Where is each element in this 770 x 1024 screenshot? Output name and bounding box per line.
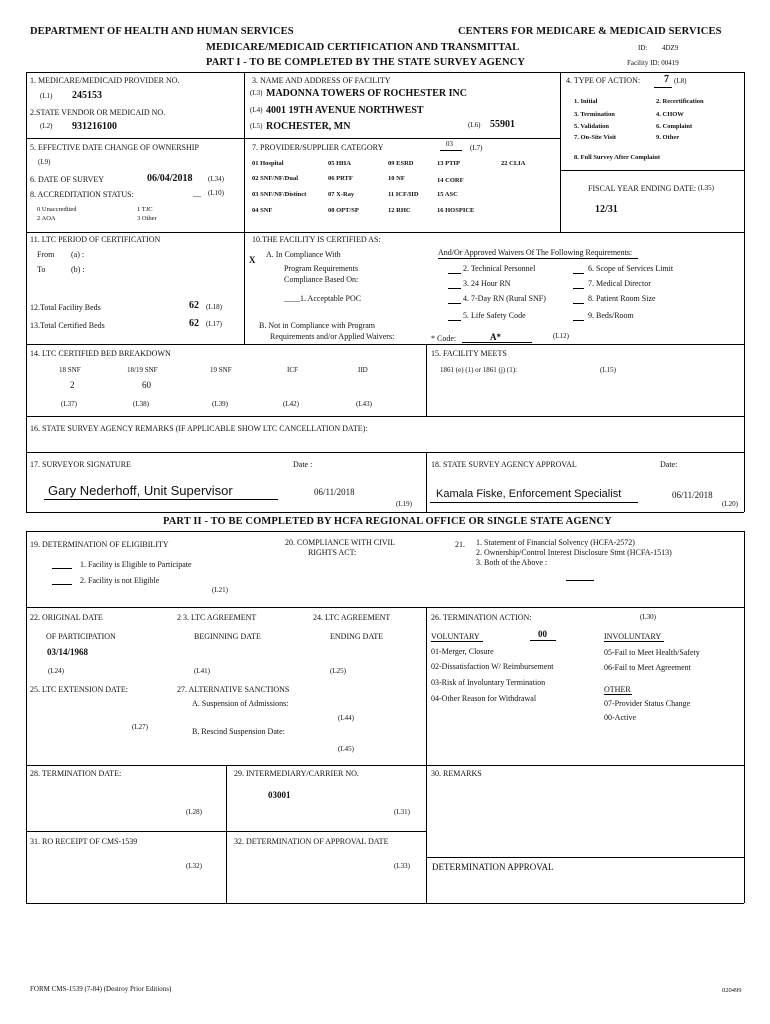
bed-code: (L39): [212, 400, 228, 408]
blank: [573, 303, 584, 304]
f8-label: 8. ACCREDITATION STATUS:: [30, 190, 134, 199]
f31-label: 31. RO RECEIPT OF CMS-1539: [30, 837, 138, 846]
intermediary-number: 03001: [268, 790, 291, 800]
f22-sub: OF PARTICIPATION: [46, 632, 116, 641]
waiver-item: 3. 24 Hour RN: [463, 279, 511, 288]
f23-code: (L41): [194, 667, 210, 675]
f27-label: 27. ALTERNATIVE SANCTIONS: [177, 685, 290, 694]
action-opt: 3. Termination: [574, 111, 615, 118]
underline: [604, 694, 632, 695]
other-item: 07-Provider Status Change: [604, 699, 691, 708]
rule: [226, 765, 227, 903]
f18-date-label: Date:: [660, 460, 678, 469]
rule: [560, 72, 561, 232]
category-opt: 10 NF: [388, 175, 405, 182]
f15-code: (L15): [600, 366, 616, 374]
f12-code: (L18): [206, 303, 222, 311]
rule: [26, 138, 244, 139]
surveyor-date: 06/11/2018: [314, 487, 355, 497]
f7-code: (L7): [470, 144, 483, 152]
f22-code: (L24): [48, 667, 64, 675]
f23-label: 2 3. LTC AGREEMENT: [177, 613, 257, 622]
waiver-item: 7. Medical Director: [588, 279, 651, 288]
action-opt: 6. Complaint: [656, 123, 693, 130]
f11-to: To: [37, 265, 46, 274]
rule: [26, 531, 744, 532]
blank: [448, 273, 461, 274]
category-opt: 12 RHC: [388, 207, 411, 214]
waiver-item: 6. Scope of Services Limit: [588, 264, 674, 273]
f28-code: (L28): [186, 808, 202, 816]
action-opt: 2. Recertification: [656, 98, 704, 105]
rule: [244, 138, 560, 139]
f11-b: (b) :: [71, 265, 85, 274]
rule: [26, 416, 744, 417]
action-opt: 5. Validation: [574, 123, 610, 130]
f26-label: 26. TERMINATION ACTION:: [431, 613, 532, 622]
f8-code: (L10): [208, 189, 224, 197]
bed-code: (L37): [61, 400, 77, 408]
f31-code: (L32): [186, 862, 202, 870]
category-opt: 06 PRTF: [328, 175, 353, 182]
category-opt: 07 X-Ray: [328, 191, 355, 198]
f29-code: (L31): [394, 808, 410, 816]
f5-code: (L9): [38, 158, 51, 166]
bed-col: 19 SNF: [210, 366, 232, 374]
code-ref: (L12): [553, 332, 569, 340]
f21-item: 1. Statement of Financial Solvency (HCFA-2572): [476, 538, 635, 547]
f30-label: 30. REMARKS: [431, 769, 482, 778]
waiver-item: 8. Patient Room Size: [588, 294, 656, 303]
waiver-item: 9. Beds/Room: [588, 311, 634, 320]
underline: [604, 641, 664, 642]
bed-col: 18 SNF: [59, 366, 81, 374]
total-facility-beds: 62: [189, 300, 199, 311]
f10-b2: Requirements and/or Applied Waivers:: [270, 332, 395, 341]
f21-item: 2. Ownership/Control Interest Disclosure Stmt (HCFA-1513): [476, 548, 672, 557]
accred-opt: 3 Other: [137, 215, 157, 222]
surveyor-signature: Gary Nederhoff, Unit Supervisor: [48, 483, 233, 498]
f4-code: (L8): [674, 77, 687, 85]
underline: [431, 641, 483, 642]
f25-code: (L27): [132, 723, 148, 731]
blank: [52, 584, 72, 585]
f28-label: 28. TERMINATION DATE:: [30, 769, 122, 778]
f1-label: 1. MEDICARE/MEDICAID PROVIDER NO.: [30, 76, 180, 85]
f19-opt: 2. Facility is not Eligible: [80, 576, 160, 585]
accred-opt: 1 TJC: [137, 206, 153, 213]
f11-from: From: [37, 250, 55, 259]
category-opt: 11 ICF/IID: [388, 191, 419, 198]
f13-code: (L17): [206, 320, 222, 328]
f10-acc: ____1. Acceptable POC: [284, 294, 362, 303]
f5-label: 5. EFFECTIVE DATE CHANGE OF OWNERSHIP: [30, 143, 199, 152]
f15-label: 15. FACILITY MEETS: [431, 349, 507, 358]
voluntary-item: 03-Risk of Involuntary Termination: [431, 678, 546, 687]
f27-b: B. Rescind Suspension Date:: [192, 727, 285, 736]
involuntary-item: 05-Fail to Meet Health/Safety: [604, 648, 700, 657]
category-opt: 09 ESRD: [388, 160, 414, 167]
f25-label: 25. LTC EXTENSION DATE:: [30, 685, 128, 694]
rule: [26, 903, 744, 904]
rule: [744, 72, 745, 512]
rule: [26, 344, 744, 345]
category-opt: 04 SNF: [252, 207, 273, 214]
f10-a: A. In Compliance With: [266, 250, 341, 259]
bed-col: ICF: [287, 366, 298, 374]
rule: [560, 170, 744, 171]
category-opt: 14 CORF: [437, 177, 464, 184]
f17-code: (L19): [396, 500, 412, 508]
category-opt: 15 ASC: [437, 191, 458, 198]
rule: [426, 607, 427, 903]
category-opt: 13 PTIP: [437, 160, 460, 167]
f29-label: 29. INTERMEDIARY/CARRIER NO.: [234, 769, 359, 778]
code-label: * Code:: [431, 334, 457, 343]
rule: [744, 531, 745, 903]
category-opt: 05 HHA: [328, 160, 351, 167]
voluntary-item: 02-Dissatisfaction W/ Reimbursement: [431, 662, 554, 671]
f12-label: 12.Total Facility Beds: [30, 303, 101, 312]
f3-code-3: (L3): [250, 89, 263, 97]
category-opt: 01 Hospital: [252, 160, 284, 167]
f2-code: (L2): [40, 122, 53, 130]
voluntary-heading: VOLUNTARY: [431, 632, 480, 641]
rule: [26, 72, 744, 73]
bed-code: (L42): [283, 400, 299, 408]
bed-col: IID: [358, 366, 368, 374]
blank: [566, 580, 594, 581]
f18-label: 18. STATE SURVEY AGENCY APPROVAL: [431, 460, 577, 469]
compliance-mark: X: [249, 255, 256, 265]
fiscal-year-label: FISCAL YEAR ENDING DATE:: [588, 184, 697, 193]
f23-sub: BEGINNING DATE: [194, 632, 261, 641]
bed-col: 18/19 SNF: [127, 366, 158, 374]
id-label: ID:: [638, 44, 648, 52]
f11-label: 11. LTC PERIOD OF CERTIFICATION: [30, 235, 161, 244]
f19-code: (L21): [212, 586, 228, 594]
underline: [654, 87, 672, 88]
bed-code: (L43): [356, 400, 372, 408]
underline: [440, 150, 462, 151]
waiver-item: 2. Technical Personnel: [463, 264, 536, 273]
facility-city: ROCHESTER, MN: [266, 121, 351, 132]
f6-label: 6. DATE OF SURVEY: [30, 175, 105, 184]
involuntary-heading: INVOLUNTARY: [604, 632, 662, 641]
f32-label: 32. DETERMINATION OF APPROVAL DATE: [234, 837, 389, 846]
f17-date-label: Date :: [293, 460, 313, 469]
category-opt: 02 SNF/NF/Dual: [252, 175, 299, 182]
approval-signature: Kamala Fiske, Enforcement Specialist: [436, 488, 622, 500]
f21-item: 3. Both of the Above :: [476, 558, 548, 567]
type-of-action-value: 7: [664, 74, 669, 85]
f24-label: 24. LTC AGREEMENT: [313, 613, 391, 622]
rule: [26, 452, 744, 453]
rule: [26, 765, 744, 766]
category-opt: 16 HOSPICE: [437, 207, 475, 214]
f10-a2: Program Requirements: [284, 264, 358, 273]
facility-zip: 55901: [490, 119, 515, 130]
f17-label: 17. SURVEYOR SIGNATURE: [30, 460, 131, 469]
f27-a: A. Suspension of Admissions:: [192, 699, 289, 708]
provider-category-value: 03: [446, 140, 453, 148]
survey-date: 06/04/2018: [147, 173, 193, 184]
facility-id: Facility ID: 00419: [627, 59, 679, 67]
blank: [52, 568, 72, 569]
fiscal-year-code: (L35): [698, 184, 714, 192]
voluntary-item: 04-Other Reason for Withdrawal: [431, 694, 537, 703]
action-opt: 7. On-Site Visit: [574, 134, 617, 141]
fiscal-year-value: 12/31: [595, 204, 618, 215]
f20-label: 20. COMPLIANCE WITH CIVIL: [285, 538, 396, 547]
facility-name: MADONNA TOWERS OF ROCHESTER INC: [266, 88, 467, 99]
rule: [426, 344, 427, 416]
bed-val: 60: [142, 380, 151, 390]
f10-a3: Compliance Based On:: [284, 275, 359, 284]
blank: [448, 320, 461, 321]
facility-address: 4001 19TH AVENUE NORTHWEST: [266, 105, 424, 116]
f4-label: 4. TYPE OF ACTION:: [566, 76, 641, 85]
accred-opt: 2 AOA: [37, 215, 56, 222]
part1-title: PART I - TO BE COMPLETED BY THE STATE SURVEY AGENCY: [206, 57, 526, 68]
f13-label: 13.Total Certified Beds: [30, 321, 105, 330]
rule: [26, 531, 27, 903]
other-heading: OTHER: [604, 685, 631, 694]
centers-heading: CENTERS FOR MEDICARE & MEDICAID SERVICES: [458, 26, 722, 37]
f24-code: (L25): [330, 667, 346, 675]
rule: [244, 72, 245, 344]
underline: [530, 640, 556, 641]
f6-code: (L34): [208, 175, 224, 183]
waiver-item: 4. 7-Day RN (Rural SNF): [463, 294, 546, 303]
rule: [26, 232, 744, 233]
f10-b1: B. Not in Compliance with Program: [259, 321, 375, 330]
f22-label: 22. ORIGINAL DATE: [30, 613, 103, 622]
dept-heading: DEPARTMENT OF HEALTH AND HUMAN SERVICES: [30, 26, 294, 37]
underline: [462, 342, 532, 343]
form-code: 020499: [722, 987, 742, 994]
f16-label: 16. STATE SURVEY AGENCY REMARKS (IF APPLICABLE SHOW LTC CANCELLATION DATE):: [30, 424, 368, 433]
rule: [26, 512, 744, 513]
code-value: A*: [490, 332, 501, 342]
signature-line: [44, 499, 278, 500]
rule: [26, 607, 744, 608]
rule: [426, 857, 744, 858]
f11-a: (a) :: [71, 250, 85, 259]
determination-approval: DETERMINATION APPROVAL: [432, 862, 554, 872]
f19-opt: 1. Facility is Eligible to Participate: [80, 560, 192, 569]
blank: [573, 288, 584, 289]
form-number: FORM CMS-1539 (7-84) (Destroy Prior Editions): [30, 985, 172, 993]
action-opt: 4. CHOW: [656, 111, 684, 118]
blank: [573, 320, 584, 321]
action-opt: 1. Initial: [574, 98, 598, 105]
f3-code-6: (L6): [468, 121, 481, 129]
f15-text: 1861 (e) (1) or 1861 (j) (1):: [440, 366, 517, 374]
f10-label: 10.THE FACILITY IS CERTIFIED AS:: [252, 235, 381, 244]
category-opt: 03 SNF/NF/Distinct: [252, 191, 307, 198]
f27-a-code: (L44): [338, 714, 354, 722]
f2-label: 2.STATE VENDOR OR MEDICAID NO.: [30, 108, 166, 117]
action-opt: 8. Full Survey After Complaint: [574, 154, 661, 161]
f3-label: 3. NAME AND ADDRESS OF FACILITY: [252, 76, 391, 85]
termination-action-value: 00: [538, 629, 547, 639]
waivers-title: And/Or Approved Waivers Of The Following Requirements:: [438, 248, 633, 257]
f7-label: 7. PROVIDER/SUPPLIER CATEGORY: [252, 143, 384, 152]
rule: [426, 452, 427, 512]
total-certified-beds: 62: [189, 318, 199, 329]
other-item: 00-Active: [604, 713, 636, 722]
f20-label2: RIGHTS ACT:: [308, 548, 357, 557]
blank: [448, 288, 461, 289]
id-value: 4DZ9: [662, 44, 679, 52]
approval-date: 06/11/2018: [672, 490, 713, 500]
form-title: MEDICARE/MEDICAID CERTIFICATION AND TRANSMITTAL: [206, 42, 520, 53]
blank: [448, 303, 461, 304]
bed-val: 2: [70, 380, 75, 390]
category-opt: 08 OPT/SP: [328, 207, 359, 214]
f19-label: 19. DETERMINATION OF ELIGIBILITY: [30, 540, 169, 549]
f27-b-code: (L45): [338, 745, 354, 753]
underline: [438, 258, 638, 259]
provider-number: 245153: [72, 90, 102, 101]
f21-label: 21.: [455, 540, 465, 549]
vendor-number: 931216100: [72, 121, 117, 132]
accred-opt: 0 Unaccredited: [37, 206, 77, 213]
waiver-item: 5. Life Safety Code: [463, 311, 526, 320]
action-opt: 9. Other: [656, 134, 680, 141]
f24-sub: ENDING DATE: [330, 632, 384, 641]
voluntary-item: 01-Merger, Closure: [431, 647, 494, 656]
accreditation-blank: __: [193, 189, 201, 198]
part2-title: PART II - TO BE COMPLETED BY HCFA REGIONAL OFFICE OR SINGLE STATE AGENCY: [163, 516, 612, 527]
f3-code-5: (L5): [250, 122, 263, 130]
f1-code: (L1): [40, 92, 53, 100]
f3-code-4: (L4): [250, 106, 263, 114]
f26-code: (L30): [640, 613, 656, 621]
signature-line: [430, 502, 638, 503]
involuntary-item: 06-Fail to Meet Agreement: [604, 663, 691, 672]
bed-code: (L38): [133, 400, 149, 408]
category-opt: 22 CLIA: [501, 160, 526, 167]
f18-code: (L20): [722, 500, 738, 508]
original-participation-date: 03/14/1968: [47, 647, 89, 657]
f32-code: (L33): [394, 862, 410, 870]
f14-label: 14. LTC CERTIFIED BED BREAKDOWN: [30, 349, 171, 358]
blank: [573, 273, 584, 274]
